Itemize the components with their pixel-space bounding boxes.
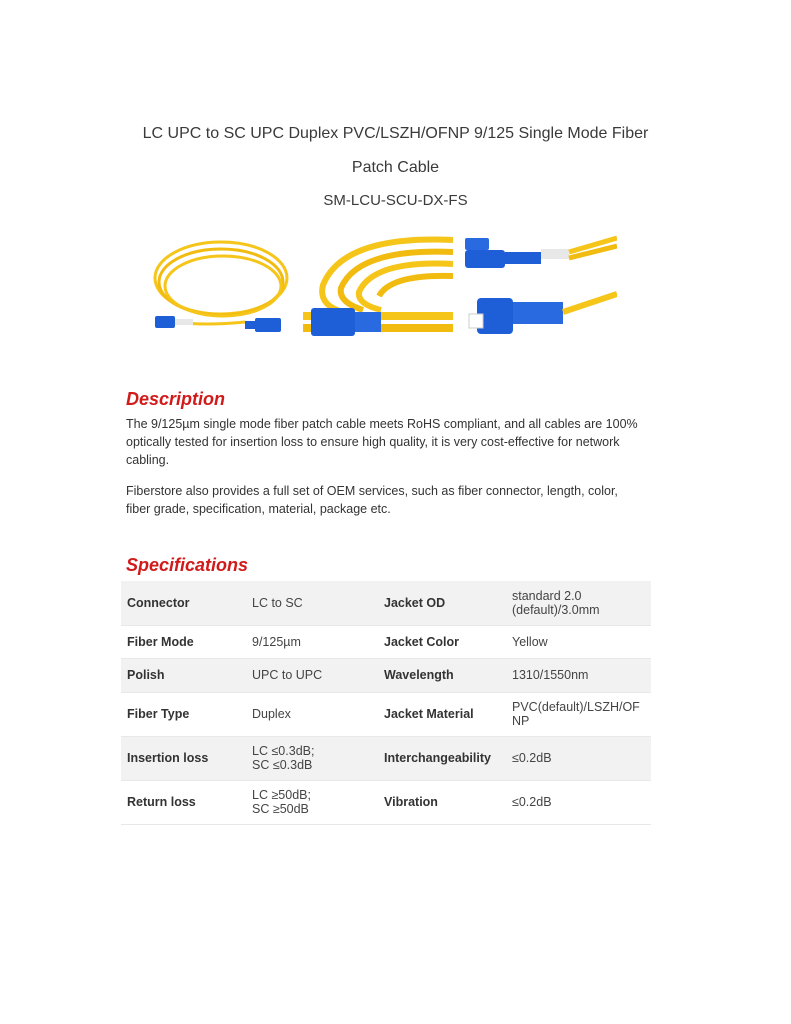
spec-label: Jacket Color bbox=[378, 625, 506, 658]
description-paragraph-2-line-1: Fiberstore also provides a full set of OEM services, such as fiber connector, length, color, bbox=[126, 484, 618, 498]
spec-value-line: ≤0.2dB bbox=[512, 795, 552, 809]
spec-label: Interchangeability bbox=[378, 736, 506, 780]
description-paragraph-1-line-2: optically tested for insertion loss to ensure high quality, it is very cost-effective for network bbox=[126, 435, 620, 449]
spec-value-line: ≤0.2dB bbox=[512, 751, 552, 765]
table-row bbox=[121, 692, 651, 736]
spec-value-line: NP bbox=[512, 714, 530, 728]
description-paragraph-1 bbox=[126, 415, 666, 469]
spec-label: Connector bbox=[121, 581, 246, 625]
spec-label: Vibration bbox=[378, 780, 506, 824]
spec-value bbox=[246, 625, 378, 658]
spec-value bbox=[506, 658, 651, 692]
spec-value-line: Duplex bbox=[252, 707, 291, 721]
spec-value-line: Yellow bbox=[512, 634, 548, 649]
spec-value bbox=[506, 581, 651, 625]
spec-label: Return loss bbox=[121, 780, 246, 824]
product-title-line2: Patch Cable bbox=[351, 159, 440, 176]
description-paragraph-1-line-1: The 9/125µm single mode fiber patch cable meets RoHS compliant, and all cables are 100% bbox=[126, 417, 638, 431]
spec-value-line: LC ≥50dB; bbox=[252, 788, 311, 802]
spec-label: Fiber Mode bbox=[121, 625, 246, 658]
spec-value bbox=[506, 625, 651, 658]
spec-label: Jacket OD bbox=[378, 581, 506, 625]
spec-value-line: (default)/3.0mm bbox=[512, 602, 600, 617]
spec-value-line: PVC(default)/LSZH/OF bbox=[512, 700, 640, 714]
spec-label: Insertion loss bbox=[121, 736, 246, 780]
coiled-cable-image bbox=[145, 230, 297, 348]
spec-value-line: 9/125µm bbox=[252, 634, 301, 649]
product-sku: SM-LCU-SCU-DX-FS bbox=[323, 192, 468, 209]
spec-value bbox=[246, 658, 378, 692]
spec-value bbox=[246, 692, 378, 736]
spec-value-line: UPC to UPC bbox=[252, 668, 323, 682]
lc-sc-connectors-image bbox=[459, 230, 617, 348]
description-paragraph-1-line-3: cabling. bbox=[126, 453, 170, 467]
table-row bbox=[121, 658, 651, 692]
spec-value bbox=[246, 780, 378, 824]
spec-value-line: LC ≤0.3dB; bbox=[252, 744, 315, 758]
product-image-strip bbox=[145, 230, 617, 348]
table-row bbox=[121, 625, 651, 658]
spec-value bbox=[246, 736, 378, 780]
specifications-table bbox=[121, 581, 651, 825]
specifications-heading: Specifications bbox=[126, 555, 249, 575]
sc-connector-closeup-image bbox=[303, 230, 453, 348]
spec-value bbox=[506, 736, 651, 780]
spec-value-line: SC ≥50dB bbox=[252, 802, 309, 816]
spec-value bbox=[246, 581, 378, 625]
spec-value-line: LC to SC bbox=[252, 595, 303, 610]
spec-value bbox=[506, 692, 651, 736]
spec-value-line: SC ≤0.3dB bbox=[252, 758, 313, 772]
table-row bbox=[121, 736, 651, 780]
spec-value-line: standard 2.0 bbox=[512, 588, 582, 603]
description-paragraph-2-line-2: fiber grade, specification, material, package etc. bbox=[126, 502, 391, 516]
product-title-line1: LC UPC to SC UPC Duplex PVC/LSZH/OFNP 9/125 Single Mode Fiber bbox=[142, 125, 649, 142]
spec-label: Wavelength bbox=[378, 658, 506, 692]
table-row bbox=[121, 581, 651, 625]
spec-value bbox=[506, 780, 651, 824]
table-row bbox=[121, 780, 651, 824]
description-paragraph-2 bbox=[126, 482, 666, 518]
description-heading: Description bbox=[126, 389, 226, 409]
spec-value-line: 1310/1550nm bbox=[512, 668, 589, 682]
spec-label: Jacket Material bbox=[378, 692, 506, 736]
spec-label: Polish bbox=[121, 658, 246, 692]
spec-label: Fiber Type bbox=[121, 692, 246, 736]
